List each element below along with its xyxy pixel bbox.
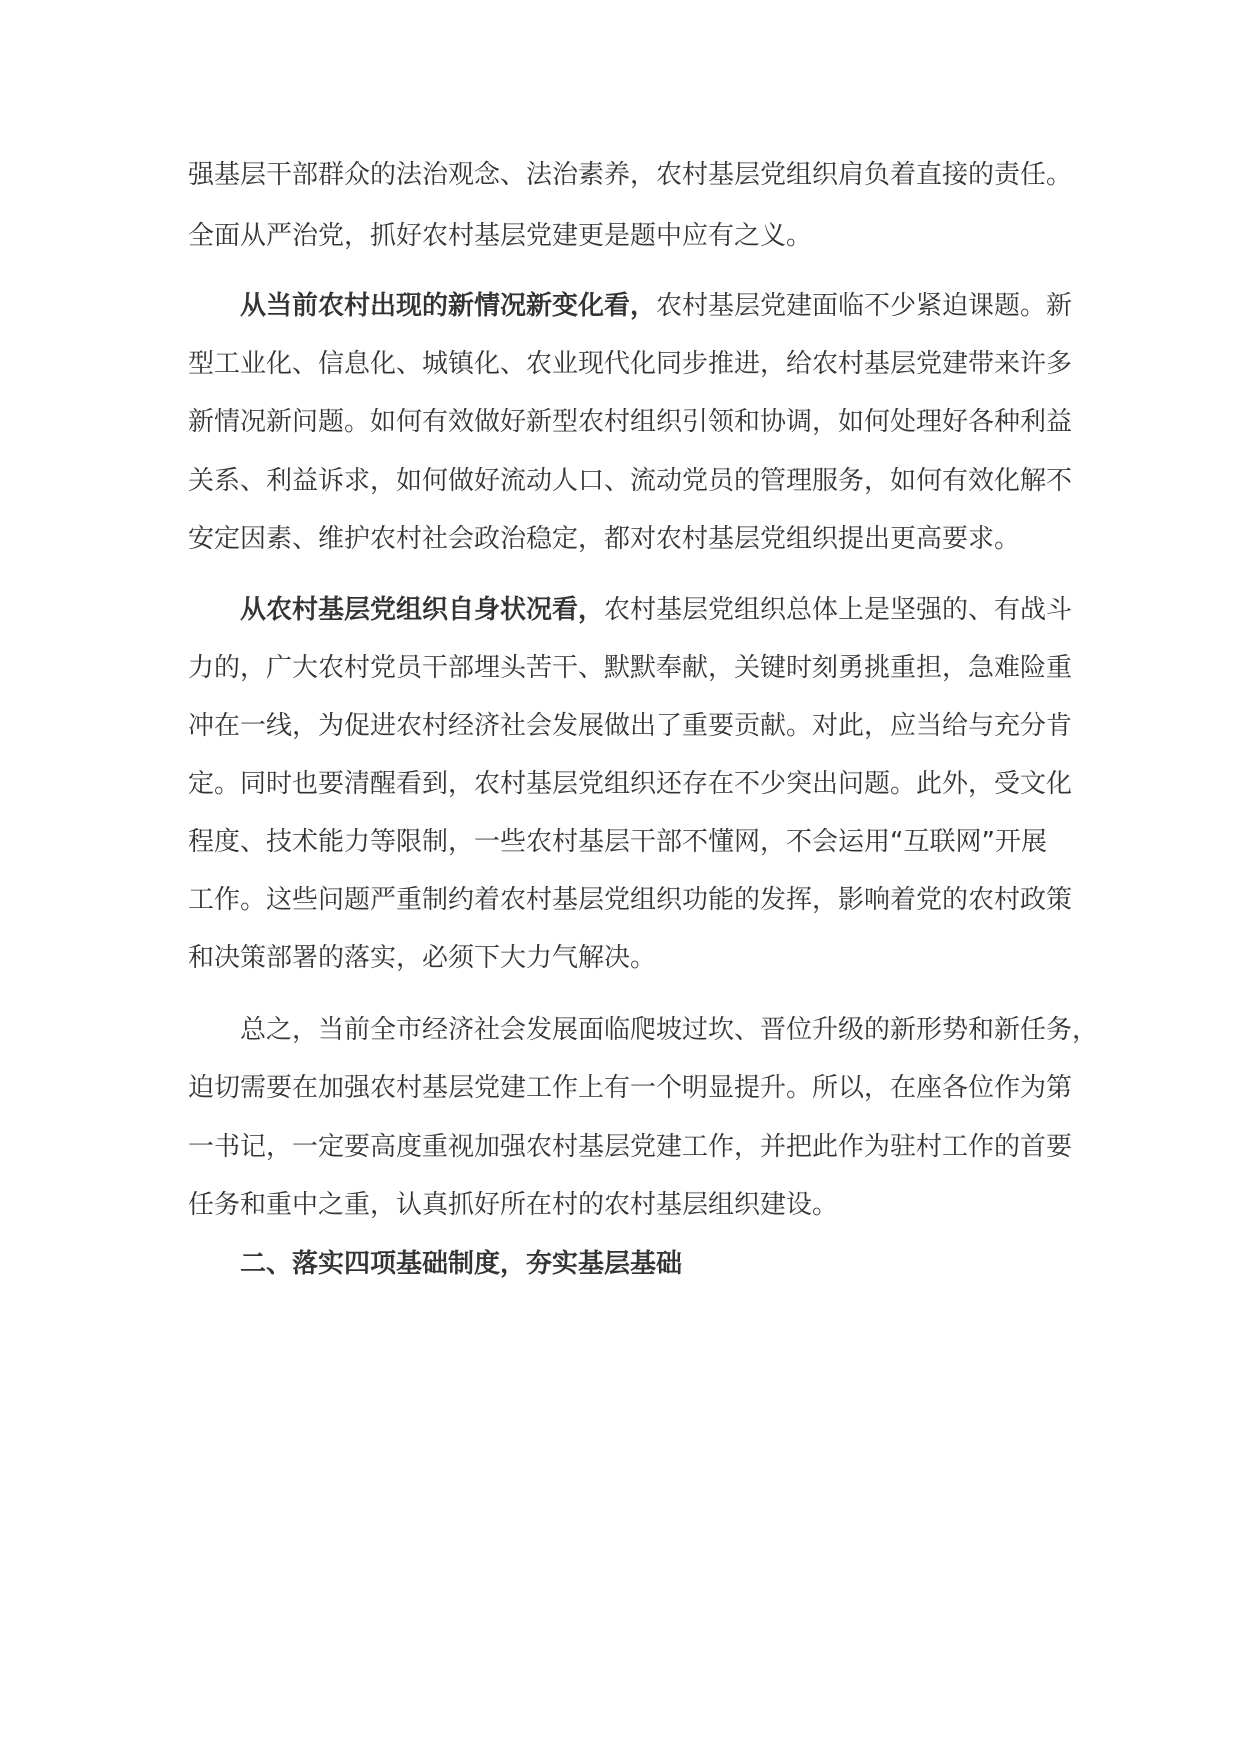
text-line: 关系、利益诉求，如何做好流动人口、流动党员的管理服务，如何有效化解不 <box>188 466 1073 496</box>
text-line: 工作。这些问题严重制约着农村基层党组织功能的发挥，影响着党的农村政策 <box>188 885 1073 915</box>
paragraph-lead: 从当前农村出现的新情况新变化看， <box>240 291 657 321</box>
text-line: 型工业化、信息化、城镇化、农业现代化同步推进，给农村基层党建带来许多 <box>188 349 1073 379</box>
text-span: 农村基层党组织总体上是坚强的、有战斗 <box>604 595 1073 625</box>
text-span: 农村基层党建面临不少紧迫课题。新 <box>656 291 1073 321</box>
text-line: 强基层干部群众的法治观念、法治素养，农村基层党组织肩负着直接的责任。 <box>188 160 1073 190</box>
text-line: 迫切需要在加强农村基层党建工作上有一个明显提升。所以，在座各位作为第 <box>188 1073 1073 1103</box>
section-heading: 二、落实四项基础制度，夯实基层基础 <box>240 1249 683 1279</box>
text-line: 程度、技术能力等限制，一些农村基层干部不懂网，不会运用“互联网”开展 <box>188 827 1047 857</box>
text-line: 全面从严治党，抓好农村基层党建更是题中应有之义。 <box>188 221 813 251</box>
text-line: 定。同时也要清醒看到，农村基层党组织还存在不少突出问题。此外，受文化 <box>188 769 1073 799</box>
text-line: 冲在一线，为促进农村经济社会发展做出了重要贡献。对此，应当给与充分肯 <box>188 711 1073 741</box>
text-line <box>240 592 1120 628</box>
text-line: 和决策部署的落实，必须下大力气解决。 <box>188 943 657 973</box>
text-line: 总之，当前全市经济社会发展面临爬坡过坎、晋位升级的新形势和新任务， <box>240 1015 1099 1045</box>
text-line <box>240 288 1120 324</box>
text-line: 任务和重中之重，认真抓好所在村的农村基层组织建设。 <box>188 1190 839 1220</box>
paragraph-lead: 从农村基层党组织自身状况看， <box>240 595 605 625</box>
text-line: 新情况新问题。如何有效做好新型农村组织引领和协调，如何处理好各种利益 <box>188 407 1073 437</box>
text-line: 力的，广大农村党员干部埋头苦干、默默奉献，关键时刻勇挑重担，急难险重 <box>188 653 1073 683</box>
text-line: 一书记，一定要高度重视加强农村基层党建工作，并把此作为驻村工作的首要 <box>188 1132 1073 1162</box>
text-line: 安定因素、维护农村社会政治稳定，都对农村基层党组织提出更高要求。 <box>188 524 1021 554</box>
